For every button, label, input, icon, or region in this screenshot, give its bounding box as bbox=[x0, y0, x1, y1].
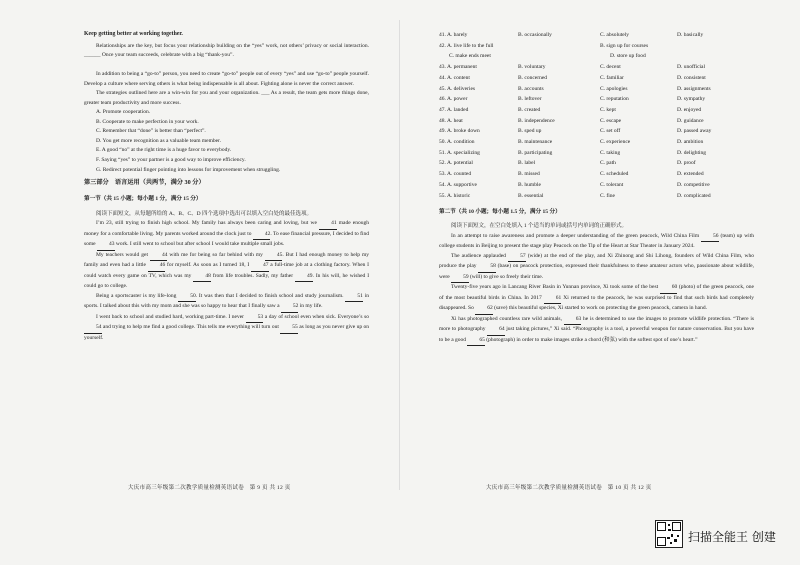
option-cell: 51. A. specializing bbox=[439, 149, 480, 156]
option-row bbox=[439, 62, 754, 73]
section-heading: 第三部分 语言运用（共两节，满分 30 分） bbox=[84, 179, 205, 187]
blank-52: 52 bbox=[281, 302, 299, 313]
option-row bbox=[439, 30, 754, 41]
option-cell: D. enjoyed bbox=[677, 106, 702, 113]
blank-50: 50 bbox=[178, 292, 196, 303]
option-cell: D. passed away bbox=[677, 128, 712, 135]
blank-59: 59 bbox=[451, 273, 469, 284]
option-cell: B. sped up bbox=[518, 128, 542, 135]
option-cell: 48. A. heat bbox=[439, 117, 463, 124]
subsection-2-instruction: 阅读下面短文，在空白处填入 1 个适当的单词或括号内单词的正确形式。 bbox=[451, 223, 628, 230]
option-cell: 47. A. landed bbox=[439, 106, 469, 113]
option-cell: D. unofficial bbox=[677, 64, 706, 71]
option-cell: C. taking bbox=[600, 149, 621, 156]
option-row bbox=[439, 137, 754, 148]
option-cell: B. concerned bbox=[518, 74, 548, 81]
right-column bbox=[439, 30, 754, 346]
option-row bbox=[439, 126, 754, 137]
option-cell: 54. A. supportive bbox=[439, 181, 477, 188]
option-row bbox=[439, 51, 754, 62]
option-cell: C. experience bbox=[600, 139, 631, 146]
option-cell: B. sign up for courses bbox=[600, 42, 649, 49]
option-cell: 43. A. permanent bbox=[439, 64, 477, 71]
blank-61: 61 bbox=[544, 294, 562, 305]
answer-options-table bbox=[439, 30, 754, 201]
story-paragraph-3: Being a sportscaster is my life-long 50. It was then that I decided to finish school and study journalism. 51 in sports. I talked about this with my mom and she was so happy to hear that I finally saw a 52 in my life. bbox=[84, 292, 369, 313]
option-cell: D. complicated bbox=[677, 192, 711, 199]
blank-49: 49 bbox=[295, 272, 313, 283]
right-page-footer: 大庆市高三年级第二次教学质量检测英语试卷 第 10 页 共 12 页 bbox=[486, 485, 652, 491]
option-cell: 49. A. broke down bbox=[439, 128, 480, 135]
option-cell: B. essential bbox=[518, 192, 544, 199]
grammar-paragraph-4: Xi has photographed countless rare wild animals, 63 he is determined to use the images to promote wildlife protection. “There is more to photography 64 just taking pictures,” Xi said. “Photography is a tool, a powerful weapon for nature conservation. But you have to be a good 65 (photograph) in order to make images strike a chord (和弦) with the softest spot of one’s heart.” bbox=[439, 315, 754, 347]
option-cell: 41. A. barely bbox=[439, 32, 468, 38]
option-row bbox=[439, 84, 754, 95]
blank-44: 44 bbox=[150, 251, 168, 262]
option-cell: 46. A. power bbox=[439, 96, 468, 103]
option-cell: C. apologies bbox=[600, 85, 628, 92]
scanner-watermark: 扫描全能王 创建 bbox=[688, 530, 776, 544]
blank-55: 55 bbox=[280, 323, 298, 334]
option-row bbox=[439, 105, 754, 116]
option-cell: C. absolutely bbox=[600, 32, 630, 38]
blank-60: 60 bbox=[660, 283, 678, 294]
blank-48: 48 bbox=[193, 272, 211, 283]
option-cell: C. reputation bbox=[600, 96, 629, 103]
left-column bbox=[84, 30, 369, 343]
blank-57: 57 bbox=[508, 252, 526, 263]
subsection-1-instruction: 阅读下面短文，从每题所给的 A、B、C、D 四个选项中选出可以填入空白处的最佳选项。 bbox=[96, 210, 313, 217]
subsection-1-heading: 第一节（共 15 小题；每小题 1 分，满分 15 分） bbox=[84, 196, 202, 203]
option-cell: 55. A. historic bbox=[439, 192, 471, 199]
option-row bbox=[439, 169, 754, 180]
passage-title: Keep getting better at working together. bbox=[84, 31, 183, 37]
option-row bbox=[439, 148, 754, 159]
option-row bbox=[439, 116, 754, 127]
paragraph-2: In addition to being a “go-to” person, you need to create “go-to” people out of every “yes” and use “go-to” people yourself. Develop a culture where serving others is what being indispensable is all about. Fighting alone is never the correct answer. bbox=[84, 71, 369, 87]
option-cell: B. missed bbox=[518, 171, 540, 178]
option-cell: B. humble bbox=[518, 181, 541, 188]
option-cell: D. ambition bbox=[677, 139, 704, 146]
option-cell: C. tolerant bbox=[600, 181, 624, 188]
option-cell: B. accounts bbox=[518, 85, 544, 92]
option-cell: C. fine bbox=[600, 192, 615, 199]
blank-56: 56 bbox=[701, 232, 719, 243]
subsection-2-heading: 第二节（共 10 小题；每小题 1.5 分，满分 15 分） bbox=[439, 208, 561, 215]
option-cell: B. independence bbox=[518, 117, 555, 124]
option-cell: 50. A. condition bbox=[439, 139, 475, 146]
qr-code-icon bbox=[655, 520, 683, 548]
blank-42: 42 bbox=[253, 230, 271, 241]
option-cell: C. familiar bbox=[600, 74, 624, 81]
option-cell: B. occasionally bbox=[518, 32, 552, 38]
story-paragraph-4: I went back to school and studied hard, working part-time. I never 53 a day of school even when sick. Everyone’s so 54 and trying to help me find a good college. This tells me everything will turn out 55 as long as you never give up on yourself. bbox=[84, 313, 370, 341]
grammar-paragraph-2: The audience applauded 57 (wide) at the end of the play, and Xi Zhinong and Shi Lihong, founders of Wild China Film, who produce the play 58 (base) on peacock protection, expressed their thankfulness to these amateur actors who, passionate about wildlife, were 59 (will) to give so freely their time. bbox=[439, 252, 754, 284]
option-cell: 44. A. content bbox=[439, 74, 470, 81]
option-cell: B. leftover bbox=[518, 96, 542, 103]
option-row bbox=[439, 73, 754, 84]
option-cell: C. decent bbox=[600, 64, 621, 71]
blank-51: 51 bbox=[345, 292, 363, 303]
blank-62: 62 bbox=[475, 304, 493, 315]
option-cell: C. make ends meet bbox=[449, 53, 491, 60]
option-g: G. Redirect potential finger pointing into lessons for improvement when struggling. bbox=[96, 166, 281, 173]
option-cell: 52. A. potential bbox=[439, 160, 473, 167]
right-page bbox=[402, 0, 800, 565]
left-page bbox=[0, 0, 398, 565]
option-c: C. Remember that “done” is better than “perfect”. bbox=[96, 128, 206, 135]
blank-65: 65 bbox=[467, 336, 485, 347]
option-cell: 45. A. deliveries bbox=[439, 85, 476, 92]
page-divider bbox=[399, 20, 400, 490]
option-cell: B. participating bbox=[518, 149, 553, 156]
option-cell: D. delighting bbox=[677, 149, 707, 156]
option-cell: C. scheduled bbox=[600, 171, 629, 178]
blank-41: 41 bbox=[319, 219, 337, 230]
story-paragraph-1: I’m 23, still trying to finish high school. My family has always been caring and loving, but we 41 made enough money for a comfortable living. My parents worked around the clock just to 42. To ease financial pressure, I decided to find some 43 work. I still went to school but after school I would take multiple small jobs. bbox=[84, 219, 369, 251]
grammar-paragraph-3: Twenty-five years ago in Lancang River Basin in Yunnan province, Xi took some of the best 60 (photo) of the green peacock, one of the most beautiful birds in China. In 2017 61 Xi returned to the peacock, he was surprised to find that such birds had completely disappeared. So 62 (save) this beautiful species, Xi started to work on protecting the green peacock, camera in hand. bbox=[439, 283, 754, 315]
option-b: B. Cooperate to make perfection in your work. bbox=[96, 118, 199, 125]
option-cell: D. guidance bbox=[677, 117, 704, 124]
option-row bbox=[439, 94, 754, 105]
paragraph-3: The strategies outlined here are a win-win for you and your organization. ___ As a result, the team gets more things done, greater team productivity and more success. bbox=[84, 90, 369, 106]
story-paragraph-2: My teachers would get 44 with me for being so far behind with my 45. But I had enough money to help my family and even had a little 46 for myself. As soon as I turned 18, I 47 a full-time job at a clothing factory. When I could watch every game on TV, which was my 48 from life troubles. Sadly, my father 49. In his will, he wished I could go to college. bbox=[84, 251, 370, 290]
option-cell: 42. A. live life to the full bbox=[439, 42, 494, 49]
blank-47: 47 bbox=[251, 261, 269, 272]
option-cell: D. store up food bbox=[610, 53, 646, 60]
blank-64: 64 bbox=[487, 325, 505, 336]
option-cell: C. escape bbox=[600, 117, 622, 124]
option-cell: D. competitive bbox=[677, 181, 710, 188]
option-cell: C. path bbox=[600, 160, 616, 167]
option-row bbox=[439, 158, 754, 169]
option-cell: D. basically bbox=[677, 32, 704, 38]
blank-58: 58 bbox=[478, 262, 496, 273]
option-cell: D. consistent bbox=[677, 74, 706, 81]
option-cell: D. sympathy bbox=[677, 96, 706, 103]
blank-45: 45 bbox=[265, 251, 283, 262]
option-e: E. A good “no” at the right time is a huge favor to everybody. bbox=[96, 147, 232, 154]
option-cell: B. label bbox=[518, 160, 536, 167]
blank-54: 54 bbox=[84, 323, 102, 334]
blank-43: 43 bbox=[97, 240, 115, 251]
option-cell: D. proof bbox=[677, 160, 696, 167]
option-cell: C. set off bbox=[600, 128, 621, 135]
grammar-paragraph-1: In an attempt to raise awareness and promote a deeper understanding of the green peacock, Wild China Film 56 (team) up with college students in Beijing to present the stage play Peacock on the Tip of the Heart at Star Theater in January 2024. bbox=[439, 232, 754, 250]
left-page-footer: 大庆市高三年级第二次教学质量检测英语试卷 第 9 页 共 12 页 bbox=[128, 485, 291, 491]
option-row bbox=[439, 41, 754, 52]
option-cell: B. created bbox=[518, 106, 541, 113]
option-a: A. Promote cooperation. bbox=[96, 109, 151, 115]
option-cell: B. maintenance bbox=[518, 139, 553, 146]
option-cell: D. assignments bbox=[677, 85, 711, 92]
option-row bbox=[439, 180, 754, 191]
option-cell: 53. A. counted bbox=[439, 171, 472, 178]
option-f: F. Saying “yes” to your partner is a good way to improve efficiency. bbox=[96, 156, 246, 163]
blank-63: 63 bbox=[564, 315, 582, 326]
option-row bbox=[439, 191, 754, 202]
option-d: D. You get more recognition as a valuable team member. bbox=[96, 137, 221, 144]
blank-46: 46 bbox=[148, 261, 166, 272]
option-cell: C. kept bbox=[600, 106, 616, 113]
option-cell: B. voluntary bbox=[518, 64, 546, 71]
paragraph-1: Relationships are the key, but focus your relationship building on the “yes” work, not others’ privacy or social interaction. ______ Once your team succeeds, celebrate with a big “thank-you”. bbox=[84, 42, 369, 58]
option-cell: D. extended bbox=[677, 171, 704, 178]
blank-53: 53 bbox=[246, 313, 264, 324]
